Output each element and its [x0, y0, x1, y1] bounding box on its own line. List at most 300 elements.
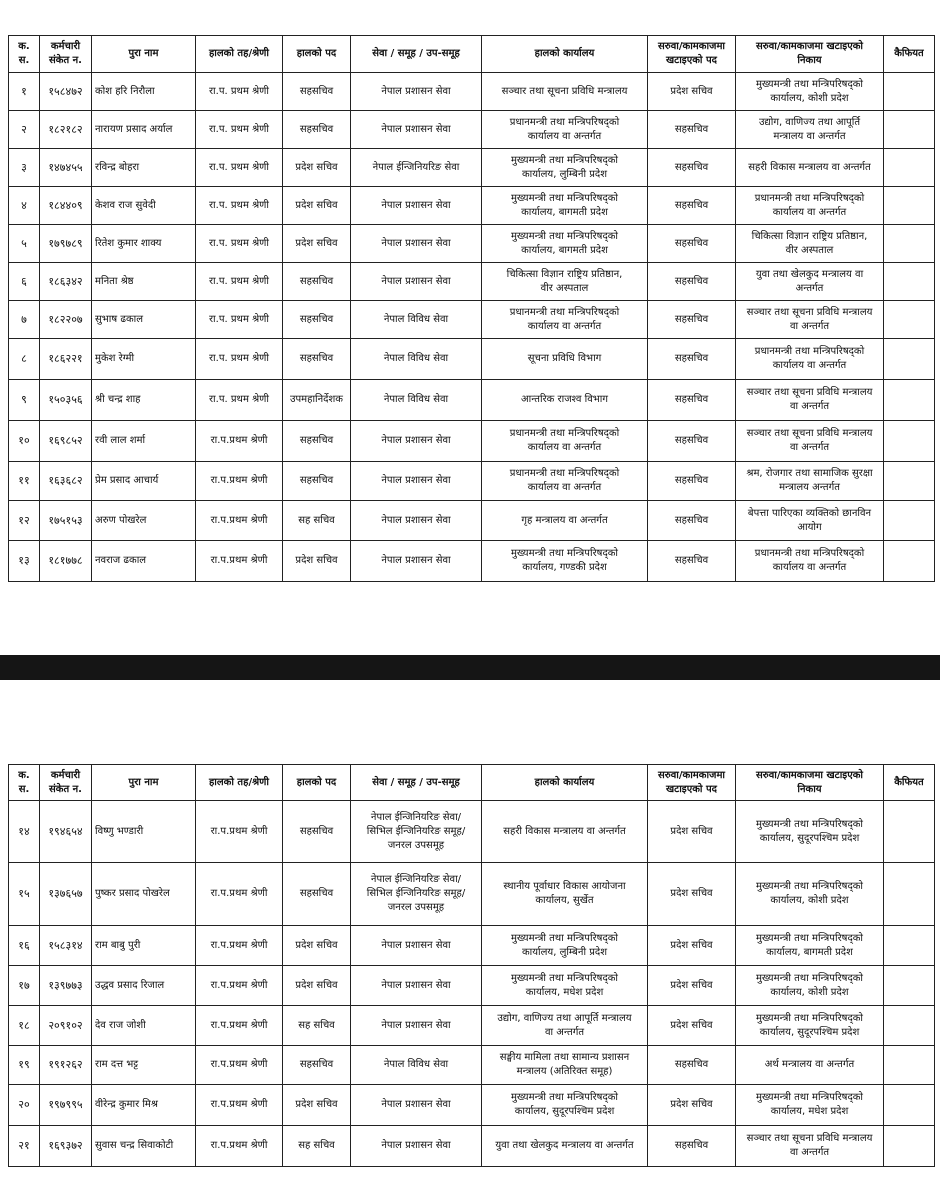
service-cell	[351, 1046, 482, 1085]
header-level: हालको तह/श्रेणी	[196, 36, 283, 73]
serial-cell: १८	[9, 1006, 40, 1046]
service-cell-line: नेपाल प्रशासन सेवा	[381, 475, 451, 486]
serial-cell: २०	[9, 1085, 40, 1126]
current-office-cell-line: कार्यालय वा अन्तर्गत	[527, 442, 602, 453]
transfer-post-cell: प्रदेश सचिव	[648, 966, 736, 1006]
current-office-cell-line: कार्यालय, बागमती प्रदेश	[521, 244, 608, 256]
transfer-office-cell-line: सहरी विकास मन्त्रालय वा अन्तर्गत	[748, 161, 871, 173]
employee-code-cell: १८१७७८	[40, 541, 92, 582]
current-office-cell-line: कार्यालय, लुम्बिनी प्रदेश	[521, 946, 608, 958]
service-cell-line: नेपाल प्रशासन सेवा	[381, 237, 451, 249]
header-name: पुरा नाम	[92, 765, 196, 801]
transfer-office-cell	[736, 501, 884, 541]
current-office-cell-line: सङ्घीय मामिला तथा सामान्य प्रशासन	[499, 1052, 630, 1063]
header-office: हालको कार्यालय	[482, 765, 648, 801]
header-remarks: कैफियत	[884, 36, 935, 73]
transfer-office-cell-line: सञ्चार तथा सूचना प्रविधि मन्त्रालय	[746, 306, 873, 318]
remarks-cell	[884, 339, 935, 380]
header-post: हालको पद	[283, 36, 351, 73]
header-name: पुरा नाम	[92, 36, 196, 73]
transfer-office-cell-line: बेपत्ता पारिएका व्यक्तिको छानविन	[747, 507, 872, 519]
post-cell: सहसचिव	[283, 339, 351, 380]
header-service: सेवा / समूह / उप-समूह	[351, 36, 482, 73]
transfer-post-cell: सहसचिव	[648, 1046, 736, 1085]
table-row	[9, 339, 935, 380]
level-cell: रा.प.प्रथम श्रेणी	[196, 1006, 283, 1046]
current-office-cell-line: आन्तरिक राजश्व विभाग	[520, 394, 609, 405]
remarks-cell	[884, 149, 935, 187]
current-office-cell	[482, 111, 648, 149]
transfer-office-cell-line: सञ्चार तथा सूचना प्रविधि मन्त्रालय	[746, 387, 873, 398]
current-office-cell	[482, 1085, 648, 1126]
service-cell	[351, 187, 482, 225]
current-office-cell	[482, 541, 648, 582]
full-name-cell: सुभाष ढकाल	[92, 301, 196, 339]
remarks-cell	[884, 462, 935, 501]
transfer-office-cell-line: मन्त्रालय अन्तर्गत	[779, 482, 840, 493]
table-row	[9, 501, 935, 541]
current-office-cell	[482, 462, 648, 501]
current-office-cell-line: कार्यालय वा अन्तर्गत	[527, 130, 602, 142]
current-office-cell-line: मुख्यमन्त्री तथा मन्त्रिपरिषद्को	[510, 1092, 619, 1103]
transfer-office-cell-line: वा अन्तर्गत	[789, 442, 830, 453]
service-cell-line: नेपाल विविध सेवा	[383, 1059, 449, 1070]
current-office-cell-line: प्रधानमन्त्री तथा मन्त्रिपरिषद्को	[509, 428, 620, 439]
transfer-office-cell-line: आयोग	[797, 521, 822, 533]
level-cell: रा.प.प्रथम श्रेणी	[196, 421, 283, 462]
service-cell-line: नेपाल प्रशासन सेवा	[381, 979, 451, 991]
current-office-cell-line: प्रधानमन्त्री तथा मन्त्रिपरिषद्को	[509, 468, 620, 479]
table-row	[9, 1046, 935, 1085]
employee-code-cell: १८६२२१	[40, 339, 92, 380]
full-name-cell: मुकेश रेग्मी	[92, 339, 196, 380]
header-level: हालको तह/श्रेणी	[196, 765, 283, 801]
employee-code-cell: १७५१५३	[40, 501, 92, 541]
level-cell: रा.प. प्रथम श्रेणी	[196, 187, 283, 225]
header-sn-line: क.	[18, 769, 30, 781]
transfer-office-cell-line: कार्यालय, कोशी प्रदेश	[770, 895, 849, 906]
current-office-cell-line: कार्यालय, सुर्खेत	[535, 895, 594, 906]
current-office-cell	[482, 339, 648, 380]
transfer-office-cell-line: सञ्चार तथा सूचना प्रविधि मन्त्रालय	[746, 428, 873, 439]
employee-code-cell: १५८३१४	[40, 926, 92, 966]
full-name-cell: कोश हरि निरौला	[92, 73, 196, 111]
serial-cell: १४	[9, 801, 40, 863]
employee-code-cell: १९४६५४	[40, 801, 92, 863]
remarks-cell	[884, 73, 935, 111]
post-cell: प्रदेश सचिव	[283, 966, 351, 1006]
service-cell	[351, 339, 482, 380]
level-cell: रा.प. प्रथम श्रेणी	[196, 339, 283, 380]
table-row	[9, 801, 935, 863]
transfer-office-cell	[736, 111, 884, 149]
header-transfer-post-line: खटाइएको पद	[666, 783, 717, 795]
employee-code-cell: १३७६५७	[40, 863, 92, 926]
post-cell: सहसचिव	[283, 801, 351, 863]
service-cell	[351, 421, 482, 462]
transfer-office-cell-line: मुख्यमन्त्री तथा मन्त्रिपरिषद्को	[755, 1012, 864, 1024]
table-row	[9, 541, 935, 582]
current-office-cell-line: प्रधानमन्त्री तथा मन्त्रिपरिषद्को	[509, 116, 620, 128]
remarks-cell	[884, 1126, 935, 1167]
full-name-cell: श्री चन्द्र शाह	[92, 380, 196, 421]
current-office-cell	[482, 926, 648, 966]
current-office-cell-line: कार्यालय, सुदूरपश्चिम प्रदेश	[514, 1106, 615, 1117]
transfer-office-cell	[736, 301, 884, 339]
service-cell	[351, 380, 482, 421]
current-office-cell-line: मुख्यमन्त्री तथा मन्त्रिपरिषद्को	[510, 230, 619, 242]
current-office-cell-line: कार्यालय, गण्डकी प्रदेश	[522, 562, 607, 573]
post-cell: प्रदेश सचिव	[283, 926, 351, 966]
service-cell-line: नेपाल प्रशासन सेवा	[381, 199, 451, 211]
transfer-office-cell-line: मुख्यमन्त्री तथा मन्त्रिपरिषद्को	[755, 818, 864, 830]
current-office-cell	[482, 501, 648, 541]
transfer-post-cell: सहसचिव	[648, 380, 736, 421]
transfer-office-cell	[736, 73, 884, 111]
employee-code-cell: १५८४७२	[40, 73, 92, 111]
current-office-cell-line: मन्त्रालय (अतिरिक्त समूह)	[516, 1066, 613, 1077]
serial-cell: ९	[9, 380, 40, 421]
employee-code-cell: १८६३४२	[40, 263, 92, 301]
current-office-cell-line: कार्यालय, लुम्बिनी प्रदेश	[521, 168, 608, 180]
level-cell: रा.प. प्रथम श्रेणी	[196, 73, 283, 111]
transfer-office-cell-line: मुख्यमन्त्री तथा मन्त्रिपरिषद्को	[755, 1092, 864, 1103]
current-office-cell-line: सञ्चार तथा सूचना प्रविधि मन्त्रालय	[501, 85, 628, 97]
post-cell: सहसचिव	[283, 73, 351, 111]
serial-cell: १९	[9, 1046, 40, 1085]
service-cell-line: नेपाल प्रशासन सेवा	[381, 275, 451, 287]
full-name-cell: नारायण प्रसाद अर्याल	[92, 111, 196, 149]
transfer-table-1	[8, 35, 935, 582]
remarks-cell	[884, 801, 935, 863]
employee-code-cell: १६३६८२	[40, 462, 92, 501]
current-office-cell-line: कार्यालय, मधेश प्रदेश	[525, 986, 604, 998]
full-name-cell: प्रेम प्रसाद आचार्य	[92, 462, 196, 501]
transfer-office-cell-line: अन्तर्गत	[795, 282, 824, 294]
employee-code-cell: १४७४५५	[40, 149, 92, 187]
full-name-cell: विष्णु भण्डारी	[92, 801, 196, 863]
service-cell-line: नेपाल प्रशासन सेवा	[381, 1140, 451, 1151]
service-cell	[351, 225, 482, 263]
current-office-cell-line: मुख्यमन्त्री तथा मन्त्रिपरिषद्को	[510, 192, 619, 204]
current-office-cell-line: कार्यालय, बागमती प्रदेश	[521, 206, 608, 218]
transfer-post-cell: सहसचिव	[648, 263, 736, 301]
header-sn-line: स.	[18, 55, 30, 66]
employee-code-cell: १५०३५६	[40, 380, 92, 421]
serial-cell: ४	[9, 187, 40, 225]
service-cell-line: नेपाल विविध सेवा	[383, 394, 449, 405]
full-name-cell: सुवास चन्द्र सिवाकोटी	[92, 1126, 196, 1167]
post-cell: सहसचिव	[283, 1046, 351, 1085]
remarks-cell	[884, 926, 935, 966]
service-cell-line: नेपाल प्रशासन सेवा	[381, 1099, 451, 1110]
transfer-office-cell-line: वा अन्तर्गत	[789, 401, 830, 412]
table-row	[9, 263, 935, 301]
level-cell: रा.प.प्रथम श्रेणी	[196, 1085, 283, 1126]
full-name-cell: वीरेन्द्र कुमार मिश्र	[92, 1085, 196, 1126]
service-cell-line: नेपाल प्रशासन सेवा	[381, 939, 451, 951]
level-cell: रा.प. प्रथम श्रेणी	[196, 301, 283, 339]
transfer-office-cell	[736, 863, 884, 926]
full-name-cell: मनिता श्रेष्ठ	[92, 263, 196, 301]
table-row	[9, 421, 935, 462]
service-cell	[351, 501, 482, 541]
transfer-office-cell-line: कार्यालय, सुदूरपश्चिम प्रदेश	[759, 1026, 860, 1038]
header-row	[9, 765, 935, 801]
serial-cell: ३	[9, 149, 40, 187]
header-sn-line: क.	[18, 41, 30, 52]
post-cell: सहसचिव	[283, 263, 351, 301]
transfer-office-cell-line: चिकित्सा विज्ञान राष्ट्रिय प्रतिष्ठान,	[751, 230, 868, 242]
transfer-office-cell-line: कार्यालय, सुदूरपश्चिम प्रदेश	[759, 832, 860, 844]
transfer-post-cell: सहसचिव	[648, 149, 736, 187]
service-cell-line: नेपाल ईन्जिनियरिङ सेवा/	[370, 874, 462, 885]
current-office-cell-line: कार्यालय वा अन्तर्गत	[527, 320, 602, 332]
post-cell: उपमहानिर्देशक	[283, 380, 351, 421]
serial-cell: ५	[9, 225, 40, 263]
table-row	[9, 966, 935, 1006]
transfer-office-cell	[736, 380, 884, 421]
table-row	[9, 1006, 935, 1046]
current-office-cell-line: स्थानीय पूर्वाधार विकास आयोजना	[503, 881, 626, 892]
service-cell	[351, 462, 482, 501]
page-separator	[0, 655, 940, 680]
remarks-cell	[884, 187, 935, 225]
current-office-cell-line: गृह मन्त्रालय वा अन्तर्गत	[521, 514, 608, 526]
header-transfer-post-line: सरुवा/कामकाजमा	[657, 769, 726, 781]
table-row	[9, 462, 935, 501]
level-cell: रा.प.प्रथम श्रेणी	[196, 966, 283, 1006]
service-cell	[351, 301, 482, 339]
header-transfer-office-line: निकाय	[797, 783, 822, 795]
transfer-office-cell-line: मुख्यमन्त्री तथा मन्त्रिपरिषद्को	[755, 881, 864, 892]
transfer-post-cell: प्रदेश सचिव	[648, 926, 736, 966]
full-name-cell: राम दत्त भट्ट	[92, 1046, 196, 1085]
header-row	[9, 36, 935, 73]
transfer-office-cell-line: प्रधानमन्त्री तथा मन्त्रिपरिषद्को	[754, 548, 865, 559]
header-office: हालको कार्यालय	[482, 36, 648, 73]
transfer-office-cell	[736, 421, 884, 462]
header-sn-line: स.	[18, 783, 30, 795]
service-cell-line: नेपाल प्रशासन सेवा	[381, 123, 451, 135]
transfer-office-cell	[736, 263, 884, 301]
header-sn	[9, 765, 40, 801]
level-cell: रा.प.प्रथम श्रेणी	[196, 541, 283, 582]
remarks-cell	[884, 111, 935, 149]
current-office-cell-line: मुख्यमन्त्री तथा मन्त्रिपरिषद्को	[510, 154, 619, 166]
transfer-office-cell-line: वीर अस्पताल	[785, 244, 834, 256]
transfer-office-cell-line: मन्त्रालय वा अन्तर्गत	[773, 130, 846, 142]
employee-code-cell: १७९७८९	[40, 225, 92, 263]
remarks-cell	[884, 1006, 935, 1046]
post-cell: प्रदेश सचिव	[283, 187, 351, 225]
header-transfer-office-line: सरुवा/कामकाजमा खटाइएको	[755, 769, 864, 781]
service-cell	[351, 541, 482, 582]
current-office-cell-line: मुख्यमन्त्री तथा मन्त्रिपरिषद्को	[510, 548, 619, 559]
post-cell: प्रदेश सचिव	[283, 149, 351, 187]
current-office-cell-line: वीर अस्पताल	[540, 282, 589, 294]
current-office-cell	[482, 301, 648, 339]
header-code	[40, 36, 92, 73]
transfer-post-cell: सहसचिव	[648, 187, 736, 225]
current-office-cell	[482, 73, 648, 111]
transfer-office-cell	[736, 1046, 884, 1085]
serial-cell: १६	[9, 926, 40, 966]
level-cell: रा.प. प्रथम श्रेणी	[196, 149, 283, 187]
transfer-office-cell-line: कार्यालय, बागमती प्रदेश	[766, 946, 853, 958]
transfer-office-cell-line: मुख्यमन्त्री तथा मन्त्रिपरिषद्को	[755, 972, 864, 984]
transfer-post-cell: सहसचिव	[648, 541, 736, 582]
serial-cell: ७	[9, 301, 40, 339]
service-cell	[351, 1126, 482, 1167]
service-cell-line: सिभिल ईन्जिनियरिङ समूह/	[366, 888, 466, 899]
header-transfer-office-line: सरुवा/कामकाजमा खटाइएको	[755, 41, 864, 52]
post-cell: सहसचिव	[283, 111, 351, 149]
full-name-cell: देव राज जोशी	[92, 1006, 196, 1046]
current-office-cell	[482, 225, 648, 263]
service-cell-line: नेपाल प्रशासन सेवा	[381, 514, 451, 526]
post-cell: प्रदेश सचिव	[283, 1085, 351, 1126]
header-transfer-office-line: निकाय	[797, 55, 822, 66]
level-cell: रा.प.प्रथम श्रेणी	[196, 1046, 283, 1085]
table-row	[9, 1085, 935, 1126]
header-transfer-post-line: सरुवा/कामकाजमा	[657, 41, 726, 52]
current-office-cell-line: वा अन्तर्गत	[544, 1026, 585, 1038]
table-row	[9, 225, 935, 263]
remarks-cell	[884, 863, 935, 926]
table-row	[9, 187, 935, 225]
transfer-office-cell	[736, 1126, 884, 1167]
service-cell	[351, 149, 482, 187]
transfer-office-cell-line: कार्यालय वा अन्तर्गत	[772, 360, 847, 371]
current-office-cell	[482, 380, 648, 421]
header-service: सेवा / समूह / उप-समूह	[351, 765, 482, 801]
level-cell: रा.प.प्रथम श्रेणी	[196, 801, 283, 863]
current-office-cell-line: मुख्यमन्त्री तथा मन्त्रिपरिषद्को	[510, 972, 619, 984]
header-remarks: कैफियत	[884, 765, 935, 801]
serial-cell: १२	[9, 501, 40, 541]
employee-code-cell: १९७९९५	[40, 1085, 92, 1126]
transfer-office-cell-line: कार्यालय वा अन्तर्गत	[772, 206, 847, 218]
level-cell: रा.प. प्रथम श्रेणी	[196, 225, 283, 263]
header-code	[40, 765, 92, 801]
current-office-cell-line: सहरी विकास मन्त्रालय वा अन्तर्गत	[503, 825, 626, 837]
serial-cell: १७	[9, 966, 40, 1006]
transfer-office-cell-line: कार्यालय, कोशी प्रदेश	[770, 92, 849, 104]
post-cell: सह सचिव	[283, 1126, 351, 1167]
current-office-cell-line: मुख्यमन्त्री तथा मन्त्रिपरिषद्को	[510, 932, 619, 944]
transfer-post-cell: प्रदेश सचिव	[648, 1006, 736, 1046]
full-name-cell: अरुण पोखरेल	[92, 501, 196, 541]
header-code-line: कर्मचारी	[50, 769, 81, 781]
service-cell	[351, 1085, 482, 1126]
current-office-cell	[482, 187, 648, 225]
transfer-office-cell	[736, 1085, 884, 1126]
transfer-office-cell-line: वा अन्तर्गत	[789, 320, 830, 332]
transfer-post-cell: सहसचिव	[648, 225, 736, 263]
header-sn	[9, 36, 40, 73]
transfer-post-cell: सहसचिव	[648, 111, 736, 149]
service-cell-line: नेपाल विविध सेवा	[383, 313, 449, 325]
transfer-office-cell-line: अर्थ मन्त्रालय वा अन्तर्गत	[764, 1059, 855, 1070]
post-cell: सह सचिव	[283, 1006, 351, 1046]
header-transfer-post	[648, 765, 736, 801]
full-name-cell: रितेश कुमार शाक्य	[92, 225, 196, 263]
employee-code-cell: २०९१०२	[40, 1006, 92, 1046]
employee-code-cell: १८२१८२	[40, 111, 92, 149]
header-code-line: कर्मचारी	[50, 41, 81, 52]
current-office-cell	[482, 1046, 648, 1085]
service-cell-line: नेपाल प्रशासन सेवा	[381, 435, 451, 446]
full-name-cell: राम बाबु पुरी	[92, 926, 196, 966]
transfer-post-cell: सहसचिव	[648, 301, 736, 339]
transfer-office-cell-line: कार्यालय, कोशी प्रदेश	[770, 986, 849, 998]
header-transfer-office	[736, 36, 884, 73]
service-cell-line: नेपाल विविध सेवा	[383, 353, 449, 364]
table-row	[9, 863, 935, 926]
current-office-cell-line: कार्यालय वा अन्तर्गत	[527, 482, 602, 493]
service-cell-line: जनरल उपसमूह	[387, 839, 445, 851]
serial-cell: २	[9, 111, 40, 149]
post-cell: प्रदेश सचिव	[283, 225, 351, 263]
post-cell: सहसचिव	[283, 863, 351, 926]
transfer-post-cell: सहसचिव	[648, 339, 736, 380]
post-cell: सहसचिव	[283, 421, 351, 462]
serial-cell: १	[9, 73, 40, 111]
level-cell: रा.प. प्रथम श्रेणी	[196, 263, 283, 301]
transfer-office-cell	[736, 187, 884, 225]
transfer-office-cell-line: श्रम, रोजगार तथा सामाजिक सुरक्षा	[746, 468, 873, 479]
current-office-cell	[482, 966, 648, 1006]
level-cell: रा.प.प्रथम श्रेणी	[196, 462, 283, 501]
full-name-cell: रविन्द्र बोहरा	[92, 149, 196, 187]
remarks-cell	[884, 966, 935, 1006]
table-row	[9, 73, 935, 111]
table-row	[9, 380, 935, 421]
full-name-cell: उद्धव प्रसाद रिजाल	[92, 966, 196, 1006]
transfer-office-cell-line: वा अन्तर्गत	[789, 1147, 830, 1158]
remarks-cell	[884, 1046, 935, 1085]
post-cell: सहसचिव	[283, 301, 351, 339]
remarks-cell	[884, 1085, 935, 1126]
post-cell: सहसचिव	[283, 462, 351, 501]
service-cell	[351, 263, 482, 301]
transfer-office-cell-line: उद्योग, वाणिज्य तथा आपूर्ति	[758, 116, 861, 128]
current-office-cell-line: युवा तथा खेलकुद मन्त्रालय वा अन्तर्गत	[495, 1140, 634, 1151]
transfer-office-cell	[736, 801, 884, 863]
transfer-post-cell: प्रदेश सचिव	[648, 73, 736, 111]
full-name-cell: केशव राज सुवेदी	[92, 187, 196, 225]
level-cell: रा.प.प्रथम श्रेणी	[196, 1126, 283, 1167]
serial-cell: १०	[9, 421, 40, 462]
transfer-office-cell-line: युवा तथा खेलकुद मन्त्रालय वा	[755, 268, 864, 280]
transfer-post-cell: सहसचिव	[648, 421, 736, 462]
level-cell: रा.प.प्रथम श्रेणी	[196, 863, 283, 926]
full-name-cell: नवराज ढकाल	[92, 541, 196, 582]
remarks-cell	[884, 380, 935, 421]
transfer-office-cell-line: कार्यालय, मधेश प्रदेश	[770, 1106, 849, 1117]
transfer-office-cell	[736, 462, 884, 501]
table-row	[9, 1126, 935, 1167]
transfer-office-cell	[736, 926, 884, 966]
serial-cell: ६	[9, 263, 40, 301]
transfer-office-cell	[736, 966, 884, 1006]
remarks-cell	[884, 301, 935, 339]
current-office-cell	[482, 801, 648, 863]
current-office-cell-line: प्रधानमन्त्री तथा मन्त्रिपरिषद्को	[509, 306, 620, 318]
current-office-cell-line: उद्योग, वाणिज्य तथा आपूर्ति मन्त्रालय	[497, 1012, 632, 1024]
header-post: हालको पद	[283, 765, 351, 801]
